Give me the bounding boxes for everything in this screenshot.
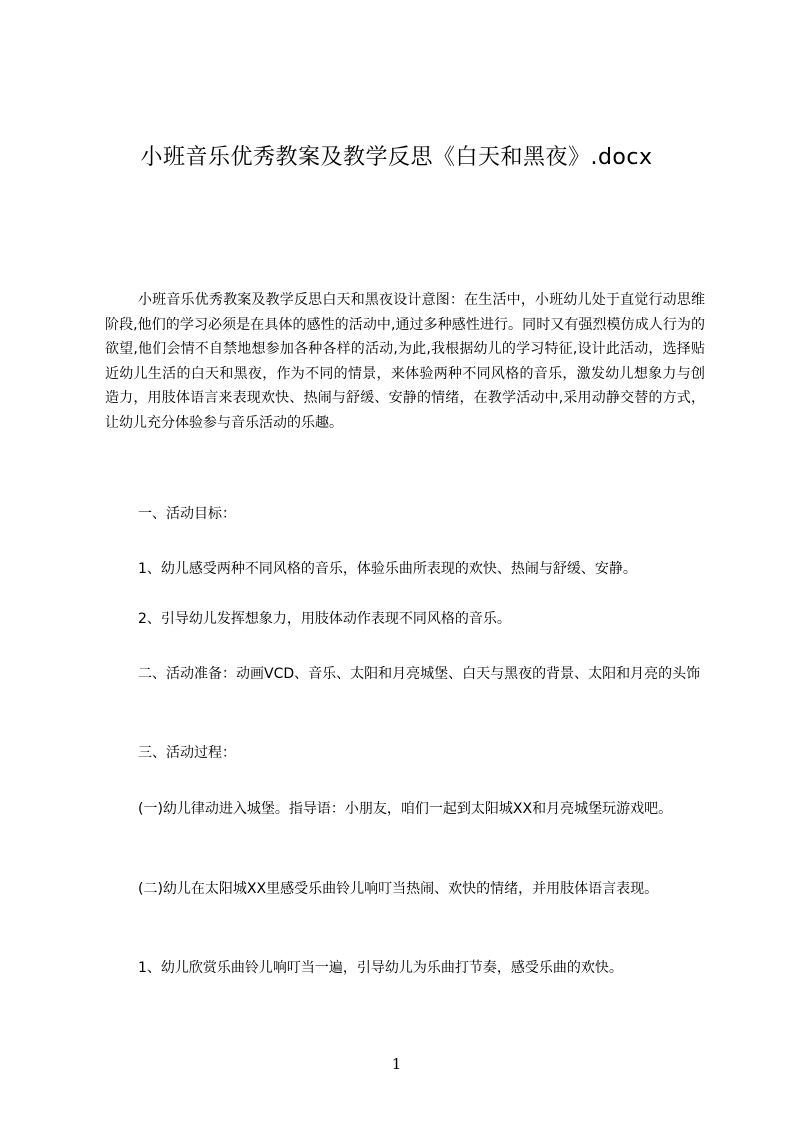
paragraph-goal-2: 2、引导幼儿发挥想象力，用肢体动作表现不同风格的音乐。 bbox=[138, 611, 511, 627]
paragraph-process-2: (二)幼儿在太阳城XX里感受乐曲铃儿响叮当热闹、欢快的情绪，并用肢体语言表现。 bbox=[138, 881, 659, 897]
paragraph-preparation: 二、活动准备：动画VCD、音乐、太阳和月亮城堡、白天与黑夜的背景、太阳和月亮的头饰 bbox=[138, 666, 701, 682]
page-number: 1 bbox=[391, 1055, 402, 1073]
paragraph-process-1: (一)幼儿律动进入城堡。指导语：小朋友，咱们一起到太阳城XX和月亮城堡玩游戏吧。 bbox=[138, 801, 673, 817]
paragraph-design-intent: 小班音乐优秀教案及教学反思白天和黑夜设计意图：在生活中，小班幼儿处于直觉行动思维阶段,他们的学习必须是在具体的感性的活动中,通过多种感性进行。同时又有强烈模仿成人行为的欲望,他们会情不自禁地想参加各种各样的活动,为此,我根据幼儿的学习特征,设计此活动，选择贴近幼儿生活的白天和黑夜，作为不同的情景，来体验两种不同风格的音乐，激发幼儿想象力与创造力，用肢体语言来表现欢快、热闹与舒缓、安静的情绪，在教学活动中,采用动静交替的方式，让幼儿充分体验参与音乐活动的乐趣。 bbox=[105, 292, 705, 431]
paragraph-heading-process: 三、活动过程： bbox=[138, 745, 236, 761]
document-title: 小班音乐优秀教案及教学反思《白天和黑夜》.docx bbox=[140, 145, 653, 170]
paragraph-process-2-step-1: 1、幼儿欣赏乐曲铃儿响叮当一遍，引导幼儿为乐曲打节奏，感受乐曲的欢快。 bbox=[138, 960, 623, 976]
paragraph-goal-1: 1、幼儿感受两种不同风格的音乐，体验乐曲所表现的欢快、热闹与舒缓、安静。 bbox=[138, 561, 637, 577]
paragraph-heading-goals: 一、活动目标： bbox=[138, 506, 236, 522]
